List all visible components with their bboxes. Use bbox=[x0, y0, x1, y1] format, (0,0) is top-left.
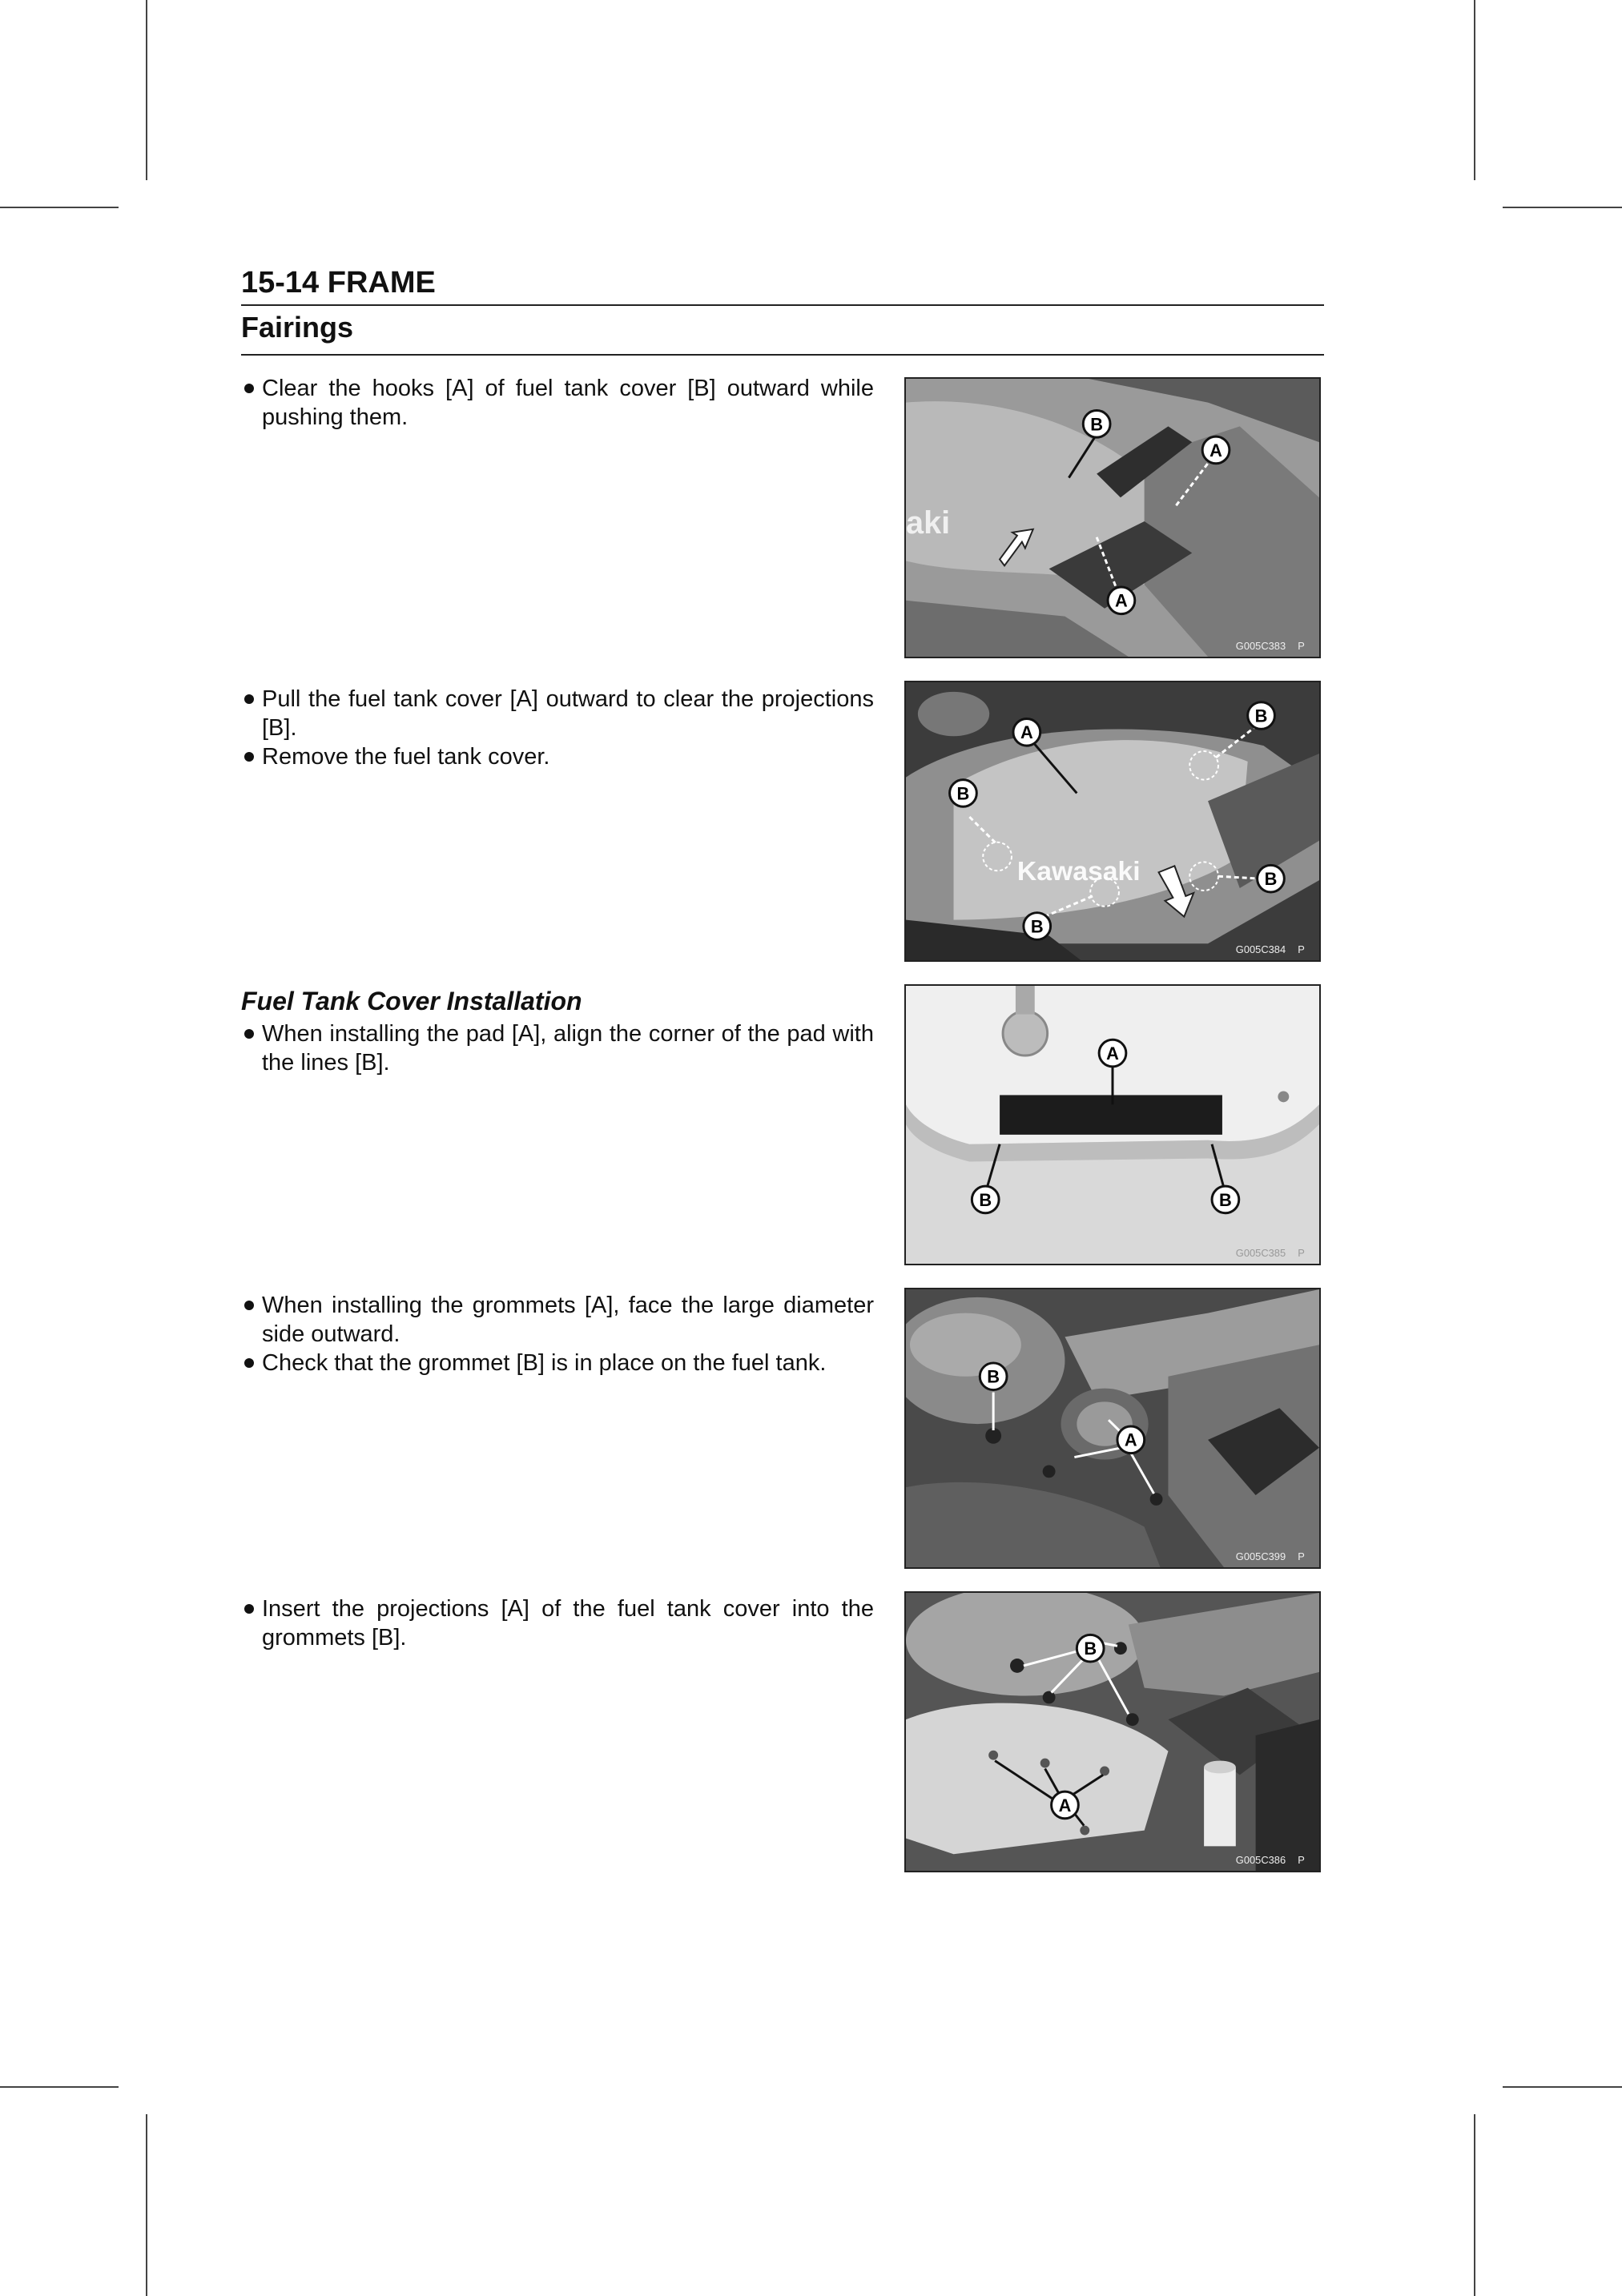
bullet-text: Pull the fuel tank cover [A] outward to clear the projections [B]. bbox=[241, 685, 874, 742]
bullet-text: Clear the hooks [A] of fuel tank cover [B] outward while pushing them. bbox=[241, 374, 874, 432]
callout-b bbox=[1083, 411, 1110, 438]
svg-text:A: A bbox=[1020, 722, 1033, 743]
crop-mark bbox=[1474, 2114, 1475, 2296]
figure-code-suffix: P bbox=[1298, 640, 1305, 653]
svg-text:B: B bbox=[1254, 706, 1268, 726]
figure-code-suffix: P bbox=[1298, 1550, 1305, 1563]
step-2-text bbox=[241, 685, 874, 771]
bullet-text: Insert the projections [A] of the fuel tank cover into the grommets [B]. bbox=[241, 1594, 874, 1652]
bullet-text: Check that the grommet [B] is in place on the fuel tank. bbox=[241, 1349, 874, 1377]
crop-mark bbox=[1503, 2086, 1622, 2088]
svg-text:B: B bbox=[1219, 1189, 1232, 1210]
svg-text:B: B bbox=[1090, 414, 1104, 435]
bullet-text: When installing the grommets [A], face the large diameter side outward. bbox=[241, 1291, 874, 1349]
step-5-text bbox=[241, 1594, 874, 1652]
figure-code: G005C383 bbox=[1235, 640, 1286, 653]
callout-a bbox=[1108, 587, 1135, 614]
svg-text:A: A bbox=[1124, 1429, 1137, 1450]
step-3-text bbox=[241, 984, 874, 1077]
crop-mark bbox=[146, 2114, 147, 2296]
step-1-text bbox=[241, 374, 874, 432]
figure-code: G005C399 bbox=[1235, 1550, 1286, 1563]
subsection-title: Fuel Tank Cover Installation bbox=[241, 987, 582, 1015]
figure-3-pad-alignment bbox=[904, 984, 1321, 1265]
svg-text:B: B bbox=[1030, 916, 1044, 937]
figure-code: G005C384 bbox=[1235, 943, 1286, 956]
svg-text:A: A bbox=[1115, 590, 1128, 611]
callout-b bbox=[1024, 913, 1051, 940]
crop-mark bbox=[146, 0, 147, 180]
svg-text:A: A bbox=[1058, 1795, 1072, 1815]
svg-text:B: B bbox=[987, 1366, 1000, 1387]
figure-logo-text: aki bbox=[906, 505, 951, 541]
callout-b bbox=[1077, 1635, 1104, 1662]
svg-text:A: A bbox=[1106, 1043, 1119, 1064]
svg-text:B: B bbox=[979, 1189, 992, 1210]
callout-a bbox=[1052, 1791, 1079, 1819]
crop-mark bbox=[1474, 0, 1475, 180]
svg-text:B: B bbox=[956, 783, 970, 804]
crop-mark bbox=[1503, 207, 1622, 208]
figure-code-suffix: P bbox=[1298, 943, 1305, 956]
figure-code: G005C385 bbox=[1235, 1247, 1286, 1260]
section-title: Fairings bbox=[241, 306, 1324, 356]
callout-b bbox=[972, 1186, 999, 1213]
callout-a bbox=[1117, 1426, 1145, 1454]
step-4-text bbox=[241, 1291, 874, 1377]
callout-b bbox=[1212, 1186, 1239, 1213]
callout-a bbox=[1013, 718, 1040, 746]
figure-code: G005C386 bbox=[1235, 1854, 1286, 1867]
bullet-text: When installing the pad [A], align the corner of the pad with the lines [B]. bbox=[241, 1019, 874, 1077]
figure-code-suffix: P bbox=[1298, 1854, 1305, 1867]
figure-2-fuel-tank-cover-removal bbox=[904, 681, 1321, 962]
callout-a bbox=[1202, 436, 1230, 464]
svg-text:A: A bbox=[1209, 440, 1222, 460]
crop-mark bbox=[0, 2086, 119, 2088]
page-number: 15-14 FRAME bbox=[241, 264, 1324, 306]
svg-text:B: B bbox=[1084, 1639, 1097, 1659]
callout-a bbox=[1099, 1039, 1126, 1067]
figure-logo-text: Kawasaki bbox=[1016, 857, 1141, 887]
callout-b bbox=[950, 780, 977, 807]
figure-1-fuel-tank-cover-hooks bbox=[904, 377, 1321, 658]
callout-b bbox=[1248, 702, 1275, 730]
bullet-text: Remove the fuel tank cover. bbox=[241, 742, 874, 771]
figure-code-suffix: P bbox=[1298, 1247, 1305, 1260]
page-header bbox=[241, 264, 1324, 356]
callout-b bbox=[1258, 865, 1285, 892]
svg-text:B: B bbox=[1264, 869, 1278, 890]
callout-b bbox=[980, 1363, 1007, 1390]
crop-mark bbox=[0, 207, 119, 208]
figure-4-grommets bbox=[904, 1288, 1321, 1569]
figure-5-projections-into-grommets bbox=[904, 1591, 1321, 1872]
